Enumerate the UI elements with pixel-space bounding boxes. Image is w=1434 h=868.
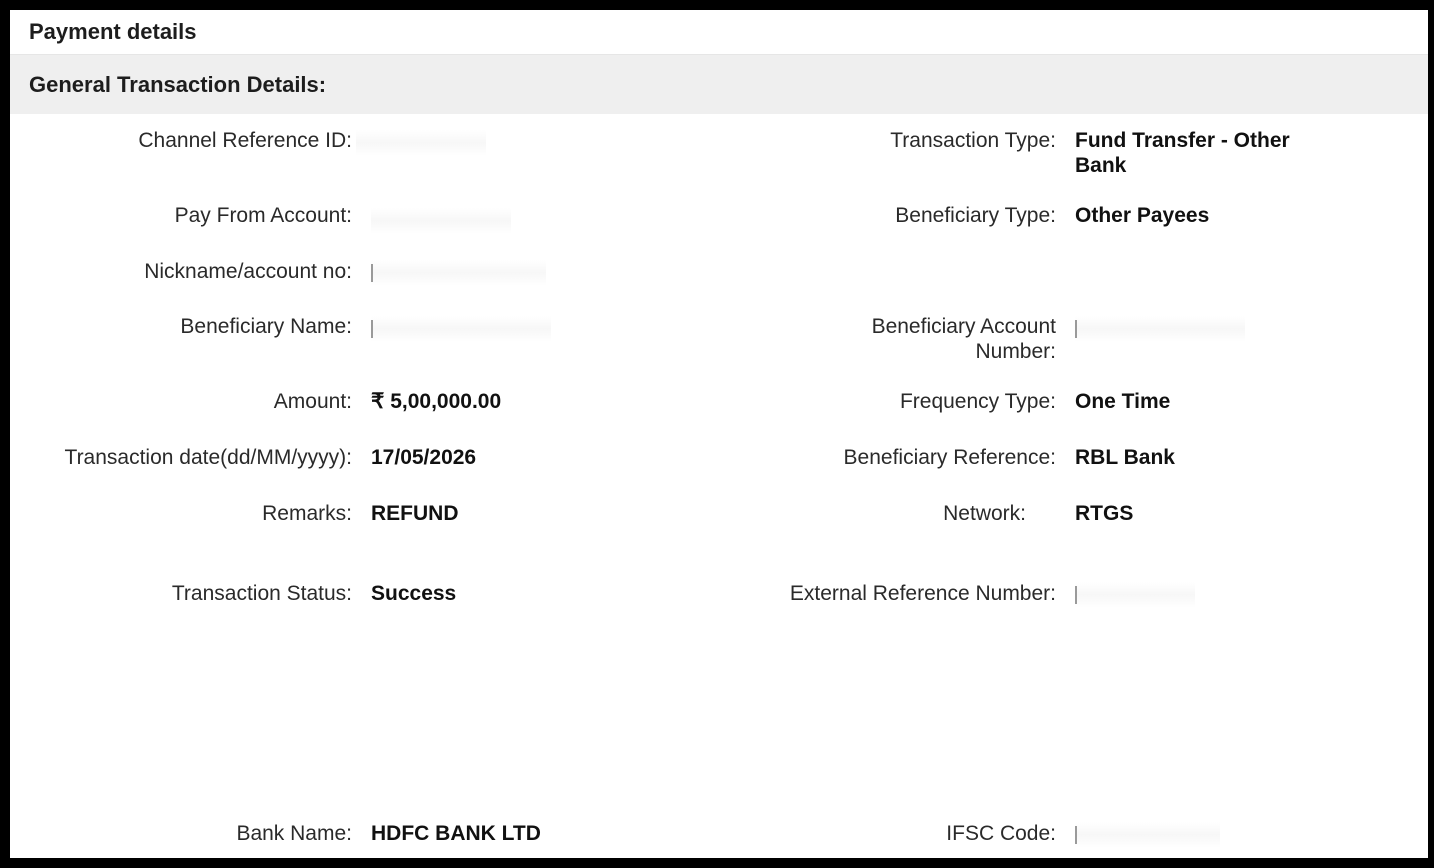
amount-value: ₹ 5,00,000.00	[371, 390, 502, 413]
transaction-date-value: 17/05/2026	[371, 446, 477, 469]
nickname-account-no-label: Nickname/account no:	[144, 260, 352, 283]
panel-title: Payment details	[10, 10, 1428, 55]
network-label: Network:	[943, 502, 1026, 525]
transaction-type-value-line2: Bank	[1075, 154, 1127, 177]
frequency-type-value: One Time	[1075, 390, 1171, 413]
beneficiary-reference-value: RBL Bank	[1075, 446, 1175, 469]
redacted-channel-reference-id	[356, 130, 486, 156]
beneficiary-type-label: Beneficiary Type:	[895, 204, 1056, 227]
redacted-nickname-account-no	[371, 260, 546, 286]
network-value: RTGS	[1075, 502, 1134, 525]
channel-reference-id-label: Channel Reference ID:	[138, 129, 352, 152]
transaction-type-value-line1: Fund Transfer - Other	[1075, 129, 1290, 152]
redacted-beneficiary-name	[371, 316, 551, 342]
beneficiary-account-number-label-line1: Beneficiary Account	[871, 315, 1056, 338]
bank-name-value: HDFC BANK LTD	[371, 822, 541, 845]
pay-from-account-label: Pay From Account:	[174, 204, 352, 227]
redacted-external-reference-number	[1075, 582, 1195, 608]
transaction-status-label: Transaction Status:	[171, 582, 352, 605]
ifsc-code-label: IFSC Code:	[946, 822, 1056, 845]
external-reference-number-label: External Reference Number:	[789, 582, 1056, 605]
redacted-ifsc-code	[1075, 822, 1220, 848]
section-title: General Transaction Details:	[10, 55, 1428, 114]
transaction-status-value: Success	[371, 582, 457, 605]
beneficiary-name-label: Beneficiary Name:	[180, 315, 352, 338]
amount-label: Amount:	[273, 390, 352, 413]
remarks-label: Remarks:	[262, 502, 352, 525]
transaction-date-label: Transaction date(dd/MM/yyyy):	[64, 446, 352, 469]
remarks-value: REFUND	[371, 502, 459, 525]
payment-details-panel	[10, 10, 1428, 858]
beneficiary-reference-label: Beneficiary Reference:	[843, 446, 1056, 469]
frequency-type-label: Frequency Type:	[899, 390, 1056, 413]
redacted-pay-from-account	[371, 208, 511, 234]
beneficiary-type-value: Other Payees	[1075, 204, 1210, 227]
redacted-beneficiary-account-number	[1075, 316, 1245, 342]
bank-name-label: Bank Name:	[236, 822, 352, 845]
transaction-type-label: Transaction Type:	[890, 129, 1056, 152]
beneficiary-account-number-label-line2: Number:	[975, 340, 1056, 363]
